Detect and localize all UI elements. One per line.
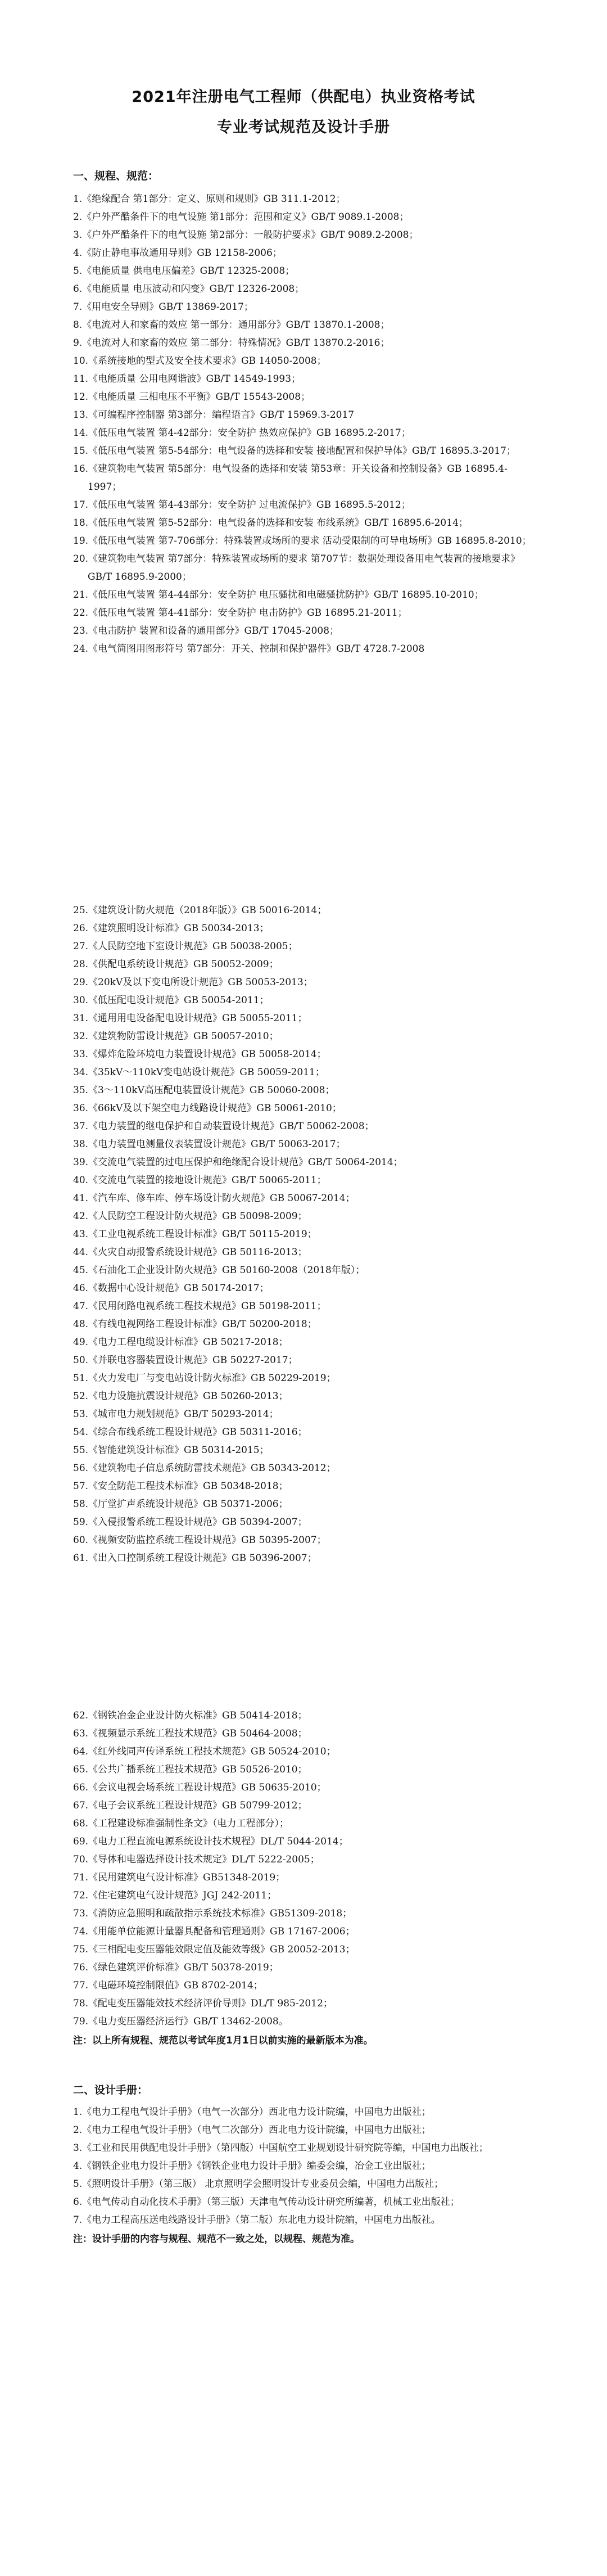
list-item: 34.《35kV～110kV变电站设计规范》GB 50059-2011； (73, 1067, 325, 1078)
list-item: 24.《电气简图用图形符号 第7部分：开关、控制和保护器件》GB/T 4728.7-2008 (73, 643, 425, 655)
list-item: 22.《低压电气装置 第4-41部分：安全防护 电击防护》GB 16895.21-2011； (73, 607, 407, 619)
list-item: 3.《工业和民用供配电设计手册》（第四版）中国航空工业规划设计研究院等编，中国电力出版社； (73, 2142, 488, 2154)
list-item: 78.《配电变压器能效技术经济评价导则》DL/T 985-2012； (73, 1998, 333, 2009)
list-item: 37.《电力装置的继电保护和自动装置设计规范》GB/T 50062-2008； (73, 1121, 374, 1132)
document-title: 2021年注册电气工程师（供配电）执业资格考试 (132, 88, 475, 106)
list-item: 14.《低压电气装置 第4-42部分：安全防护 热效应保护》GB 16895.2-2017； (73, 427, 411, 439)
list-item: 47.《民用闭路电视系统工程技术规范》GB 50198-2011； (73, 1301, 327, 1312)
list-item: 64.《红外线同声传译系统工程技术规范》GB 50524-2010； (73, 1746, 336, 1757)
list-item: 5.《电能质量 供电电压偏差》GB/T 12325-2008； (73, 265, 295, 277)
list-item: 1.《电力工程电气设计手册》（电气一次部分）西北电力设计院编，中国电力出版社； (73, 2106, 431, 2118)
list-item: 67.《电子会议系统工程设计规范》GB 50799-2012； (73, 1800, 307, 1811)
list-item: 44.《火灾自动报警系统设计规范》GB 50116-2013； (73, 1247, 307, 1258)
list-item: 10.《系统接地的型式及安全技术要求》GB 14050-2008； (73, 355, 327, 367)
list-item: 35.《3～110kV高压配电装置设计规范》GB 50060-2008； (73, 1085, 335, 1096)
manuals-note: 注：设计手册的内容与规程、规范不一致之处，以规程、规范为准。 (73, 2234, 360, 2245)
list-item: 79.《电力变压器经济运行》GB/T 13462-2008。 (73, 2016, 288, 2027)
list-item: 41.《汽车库、修车库、停车场设计防火规范》GB 50067-2014； (73, 1193, 355, 1204)
list-item: 72.《住宅建筑电气设计规范》JGJ 242-2011； (73, 1890, 277, 1901)
list-item: 23.《电击防护 装置和设备的通用部分》GB/T 17045-2008； (73, 625, 339, 637)
list-item: 63.《视频显示系统工程技术规范》GB 50464-2008； (73, 1728, 307, 1739)
list-item: 32.《建筑物防雷设计规范》GB 50057-2010； (73, 1031, 279, 1042)
list-item: 59.《入侵报警系统工程设计规范》GB 50394-2007； (73, 1517, 307, 1528)
list-item: 62.《钢铁冶金企业设计防火标准》GB 50414-2018； (73, 1710, 307, 1721)
list-item: 46.《数据中心设计规范》GB 50174-2017； (73, 1283, 269, 1294)
list-item: 49.《电力工程电缆设计标准》GB 50217-2018； (73, 1337, 288, 1348)
list-item: 42.《人民防空工程设计防火规范》GB 50098-2009； (73, 1211, 307, 1222)
list-item: 38.《电力装置电测量仪表装置设计规范》GB/T 50063-2017； (73, 1139, 346, 1150)
list-item: 51.《火力发电厂与变电站设计防火标准》GB 50229-2019； (73, 1373, 336, 1384)
list-item: 7.《用电安全导则》GB/T 13869-2017； (73, 301, 253, 313)
list-item: 19.《低压电气装置 第7-706部分：特殊装置或场所的要求 活动受限制的可导电场所》GB 16895.8-2010； (73, 535, 532, 547)
list-item: 27.《人民防空地下室设计规范》GB 50038-2005； (73, 941, 298, 952)
list-item: 43.《工业电视系统工程设计标准》GB/T 50115-2019； (73, 1229, 317, 1240)
list-item: 31.《通用用电设备配电设计规范》GB 50055-2011； (73, 1013, 307, 1024)
section-heading-standards: 一、规程、规范： (73, 170, 159, 182)
list-item: 20.《建筑物电气装置 第7部分：特殊装置或场所的要求 第707节：数据处理设备用电气装置的接地要求》GB/T 16895.9-2000； (73, 553, 520, 583)
list-item: 8.《电流对人和家畜的效应 第一部分：通用部分》GB/T 13870.1-2008； (73, 319, 390, 331)
list-item: 40.《交流电气装置的接地设计规范》GB/T 50065-2011； (73, 1175, 327, 1186)
list-item: 9.《电流对人和家畜的效应 第二部分：特殊情况》GB/T 13870.2-2016； (73, 337, 390, 349)
list-item: 11.《电能质量 公用电网谐波》GB/T 14549-1993； (73, 373, 301, 385)
list-item: 61.《出入口控制系统工程设计规范》GB 50396-2007； (73, 1553, 317, 1564)
list-item: 30.《低压配电设计规范》GB 50054-2011； (73, 995, 269, 1006)
list-item: 55.《智能建筑设计标准》GB 50314-2015； (73, 1445, 269, 1456)
list-item: 77.《电磁环境控制限值》GB 8702-2014； (73, 1980, 263, 1991)
list-item: 54.《综合布线系统工程设计规范》GB 50311-2016； (73, 1427, 307, 1438)
standards-list-part2 (73, 901, 534, 1567)
standards-note: 注：以上所有规程、规范以考试年度1月1日以前实施的最新版本为准。 (73, 2035, 373, 2046)
list-item: 74.《用能单位能源计量器具配备和管理通则》GB 17167-2006； (73, 1926, 355, 1937)
list-item: 50.《并联电容器装置设计规范》GB 50227-2017； (73, 1355, 298, 1366)
list-item: 33.《爆炸危险环境电力装置设计规范》GB 50058-2014； (73, 1049, 327, 1060)
list-item: 58.《厅堂扩声系统设计规范》GB 50371-2006； (73, 1499, 288, 1510)
list-item: 16.《建筑物电气装置 第5部分：电气设备的选择和安装 第53章：开关设备和控制设备》GB 16895.4-1997； (73, 463, 508, 493)
list-item: 2.《电力工程电气设计手册》（电气二次部分）西北电力设计院编，中国电力出版社； (73, 2124, 431, 2136)
list-item: 4.《钢铁企业电力设计手册》《钢铁企业电力设计手册》编委会编，冶金工业出版社； (73, 2160, 431, 2172)
list-item: 29.《20kV及以下变电所设计规范》GB 50053-2013； (73, 977, 313, 988)
list-item: 6.《电能质量 电压波动和闪变》GB/T 12326-2008； (73, 283, 305, 295)
standards-list-part3 (73, 1707, 534, 2031)
list-item: 12.《电能质量 三相电压不平衡》GB/T 15543-2008； (73, 391, 311, 403)
list-item: 28.《供配电系统设计规范》GB 50052-2009； (73, 959, 279, 970)
list-item: 1.《绝缘配合 第1部分：定义、原则和规则》GB 311.1-2012； (73, 193, 346, 205)
standards-list-part1 (73, 190, 534, 658)
list-item: 65.《公共广播系统工程技术规范》GB 50526-2010； (73, 1764, 307, 1775)
section-heading-manuals: 二、设计手册： (73, 2084, 148, 2096)
list-item: 52.《电力设施抗震设计规范》GB 50260-2013； (73, 1391, 288, 1402)
list-item: 2.《户外严酷条件下的电气设施 第1部分：范围和定义》GB/T 9089.1-2008； (73, 211, 409, 223)
list-item: 56.《建筑物电子信息系统防雷技术规范》GB 50343-2012； (73, 1463, 336, 1474)
list-item: 45.《石油化工企业设计防火规范》GB 50160-2008（2018年版）； (73, 1265, 365, 1276)
list-item: 76.《绿色建筑评价标准》GB/T 50378-2019； (73, 1962, 279, 1973)
list-item: 21.《低压电气装置 第4-44部分：安全防护 电压骚扰和电磁骚扰防护》GB/T 16895.10-2010； (73, 589, 484, 601)
list-item: 73.《消防应急照明和疏散指示系统技术标准》GB51309-2018； (73, 1908, 352, 1919)
list-item: 36.《66kV及以下架空电力线路设计规范》GB 50061-2010； (73, 1103, 342, 1114)
document-subtitle: 专业考试规范及设计手册 (217, 119, 390, 136)
list-item: 26.《建筑照明设计标准》GB 50034-2013； (73, 923, 269, 934)
list-item: 57.《安全防范工程技术标准》GB 50348-2018； (73, 1481, 288, 1492)
list-item: 17.《低压电气装置 第4-43部分：安全防护 过电流保护》GB 16895.5-2012； (73, 499, 411, 511)
list-item: 25.《建筑设计防火规范（2018年版）》GB 50016-2014； (73, 905, 327, 916)
list-item: 6.《电气传动自动化技术手册》（第三版）天津电气传动设计研究所编著，机械工业出版社； (73, 2196, 460, 2208)
list-item: 68.《工程建设标准强制性条文》（电力工程部分）； (73, 1818, 289, 1829)
list-item: 69.《电力工程直流电源系统设计技术规程》DL/T 5044-2014； (73, 1836, 348, 1847)
list-item: 15.《低压电气装置 第5-54部分：电气设备的选择和安装 接地配置和保护导体》GB/T 16895.3-2017； (73, 445, 516, 457)
list-item: 53.《城市电力规划规范》GB/T 50293-2014； (73, 1409, 279, 1420)
manuals-list (73, 2103, 534, 2229)
list-item: 70.《导体和电器选择设计技术规定》DL/T 5222-2005； (73, 1854, 320, 1865)
list-item: 3.《户外严酷条件下的电气设施 第2部分：一般防护要求》GB/T 9089.2-2008； (73, 229, 419, 241)
list-item: 48.《有线电视网络工程设计标准》GB/T 50200-2018； (73, 1319, 317, 1330)
list-item: 18.《低压电气装置 第5-52部分：电气设备的选择和安装 布线系统》GB/T 16895.6-2014； (73, 517, 468, 529)
list-item: 7.《电力工程高压送电线路设计手册》（第二版）东北电力设计院编，中国电力出版社。 (73, 2214, 441, 2226)
list-item: 5.《照明设计手册》（第三版） 北京照明学会照明设计专业委员会编，中国电力出版社； (73, 2178, 444, 2190)
list-item: 71.《民用建筑电气设计标准》GB51348-2019； (73, 1872, 286, 1883)
list-item: 13.《可编程序控制器 第3部分：编程语言》GB/T 15969.3-2017 (73, 409, 355, 421)
list-item: 39.《交流电气装置的过电压保护和绝缘配合设计规范》GB/T 50064-2014； (73, 1157, 403, 1168)
list-item: 66.《会议电视会场系统工程设计规范》GB 50635-2010； (73, 1782, 327, 1793)
list-item: 60.《视频安防监控系统工程设计规范》GB 50395-2007； (73, 1535, 327, 1546)
list-item: 75.《三相配电变压器能效限定值及能效等级》GB 20052-2013； (73, 1944, 355, 1955)
list-item: 4.《防止静电事故通用导则》GB 12158-2006； (73, 247, 282, 259)
